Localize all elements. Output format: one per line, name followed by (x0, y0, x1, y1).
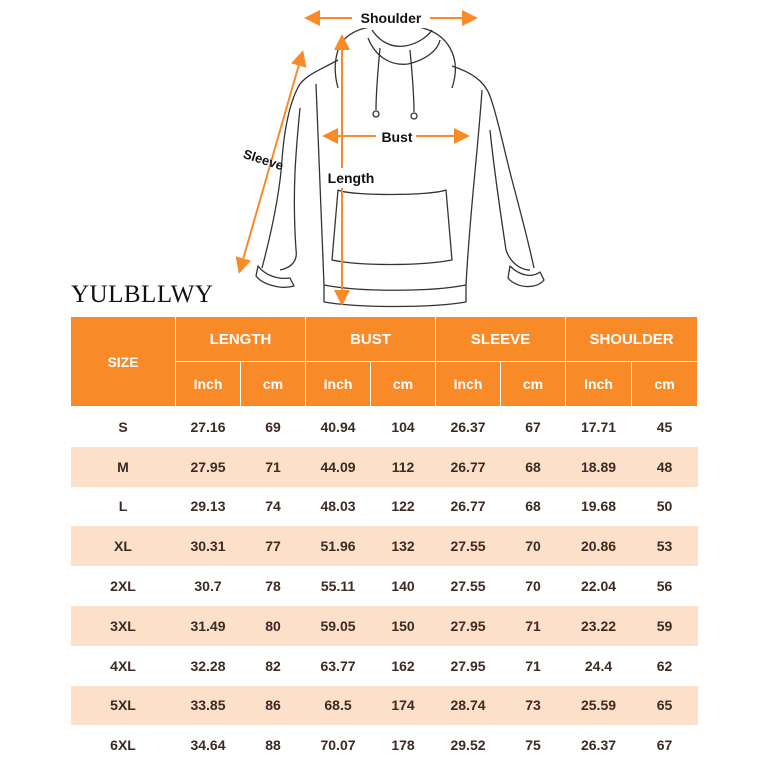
table-row (71, 407, 698, 447)
measurement-cell: 51.96 (306, 526, 371, 566)
measurement-cell: 18.89 (566, 447, 632, 487)
measurement-cell: 59 (632, 606, 698, 646)
measurement-cell: 26.77 (436, 447, 501, 487)
unit-header: cm (632, 362, 698, 407)
measurement-cell: 132 (371, 526, 436, 566)
size-cell: 5XL (71, 686, 176, 726)
table-row (71, 447, 698, 487)
size-cell: 3XL (71, 606, 176, 646)
measurement-cell: 162 (371, 646, 436, 686)
table-row (71, 487, 698, 527)
unit-header: Inch (306, 362, 371, 407)
measurement-cell: 55.11 (306, 566, 371, 606)
measurement-cell: 48.03 (306, 487, 371, 527)
measurement-cell: 75 (501, 725, 566, 765)
measurement-cell: 32.28 (176, 646, 241, 686)
shoulder-label: Shoulder (360, 10, 422, 26)
unit-header: Inch (436, 362, 501, 407)
table-row (71, 646, 698, 686)
size-cell: S (71, 407, 176, 447)
hoodie-outline (256, 26, 544, 307)
measurement-cell: 34.64 (176, 725, 241, 765)
bust-label: Bust (381, 129, 413, 145)
table-row (71, 686, 698, 726)
measurement-cell: 122 (371, 487, 436, 527)
unit-header: cm (501, 362, 566, 407)
measurement-cell: 69 (241, 407, 306, 447)
measurement-cell: 26.77 (436, 487, 501, 527)
group-header-bust: BUST (306, 317, 436, 362)
measurement-cell: 77 (241, 526, 306, 566)
measurement-cell: 50 (632, 487, 698, 527)
measurement-cell: 17.71 (566, 407, 632, 447)
measurement-cell: 59.05 (306, 606, 371, 646)
unit-header: Inch (566, 362, 632, 407)
sleeve-label: Sleeve (241, 146, 286, 174)
measurement-cell: 27.55 (436, 526, 501, 566)
measurement-cell: 86 (241, 686, 306, 726)
measurement-cell: 71 (501, 606, 566, 646)
measurement-cell: 26.37 (436, 407, 501, 447)
measurement-cell: 68.5 (306, 686, 371, 726)
brand-name: YULBLLWY (71, 281, 214, 308)
table-row (71, 725, 698, 765)
measurement-cell: 150 (371, 606, 436, 646)
group-header-sleeve: SLEEVE (436, 317, 566, 362)
measurement-cell: 45 (632, 407, 698, 447)
measurement-cell: 67 (632, 725, 698, 765)
unit-header: cm (371, 362, 436, 407)
measurement-cell: 25.59 (566, 686, 632, 726)
measurement-cell: 71 (241, 447, 306, 487)
measurement-cell: 22.04 (566, 566, 632, 606)
measurement-cell: 82 (241, 646, 306, 686)
measurement-cell: 68 (501, 487, 566, 527)
table-row (71, 606, 698, 646)
measurement-cell: 140 (371, 566, 436, 606)
size-header: SIZE (71, 317, 176, 407)
measurement-cell: 174 (371, 686, 436, 726)
measurement-cell: 23.22 (566, 606, 632, 646)
group-header-shoulder: SHOULDER (566, 317, 698, 362)
measurement-cell: 27.55 (436, 566, 501, 606)
measurement-cell: 44.09 (306, 447, 371, 487)
measurement-cell: 70 (501, 566, 566, 606)
size-chart-table (70, 316, 698, 765)
measurement-cell: 63.77 (306, 646, 371, 686)
table-row (71, 566, 698, 606)
size-cell: 2XL (71, 566, 176, 606)
measurement-cell: 30.7 (176, 566, 241, 606)
measurement-cell: 56 (632, 566, 698, 606)
measurement-cell: 178 (371, 725, 436, 765)
hoodie-diagram (0, 0, 768, 310)
measurement-cell: 29.13 (176, 487, 241, 527)
size-cell: M (71, 447, 176, 487)
measurement-cell: 65 (632, 686, 698, 726)
measurement-cell: 26.37 (566, 725, 632, 765)
measurement-cell: 27.95 (176, 447, 241, 487)
unit-header: Inch (176, 362, 241, 407)
table-row (71, 526, 698, 566)
size-cell: XL (71, 526, 176, 566)
measurement-cell: 29.52 (436, 725, 501, 765)
measurement-cell: 78 (241, 566, 306, 606)
table-header (71, 317, 698, 407)
measurement-cell: 30.31 (176, 526, 241, 566)
size-cell: 6XL (71, 725, 176, 765)
size-cell: 4XL (71, 646, 176, 686)
measurement-cell: 19.68 (566, 487, 632, 527)
measurement-cell: 88 (241, 725, 306, 765)
measurement-cell: 27.16 (176, 407, 241, 447)
measurement-cell: 48 (632, 447, 698, 487)
measurement-cell: 70.07 (306, 725, 371, 765)
measurement-cell: 28.74 (436, 686, 501, 726)
measurement-cell: 80 (241, 606, 306, 646)
measurement-cell: 104 (371, 407, 436, 447)
measurement-cell: 68 (501, 447, 566, 487)
measurement-cell: 24.4 (566, 646, 632, 686)
measurement-cell: 71 (501, 646, 566, 686)
size-cell: L (71, 487, 176, 527)
measurement-cell: 27.95 (436, 606, 501, 646)
measurement-cell: 70 (501, 526, 566, 566)
measurement-cell: 67 (501, 407, 566, 447)
unit-header: cm (241, 362, 306, 407)
measurement-cell: 27.95 (436, 646, 501, 686)
measurement-cell: 74 (241, 487, 306, 527)
table-body (71, 407, 698, 766)
measurement-cell: 20.86 (566, 526, 632, 566)
length-label: Length (327, 170, 375, 186)
measurement-cell: 31.49 (176, 606, 241, 646)
measurement-cell: 73 (501, 686, 566, 726)
measurement-cell: 112 (371, 447, 436, 487)
measurement-cell: 40.94 (306, 407, 371, 447)
measurement-cell: 62 (632, 646, 698, 686)
measurement-cell: 33.85 (176, 686, 241, 726)
measurement-cell: 53 (632, 526, 698, 566)
group-header-length: LENGTH (176, 317, 306, 362)
